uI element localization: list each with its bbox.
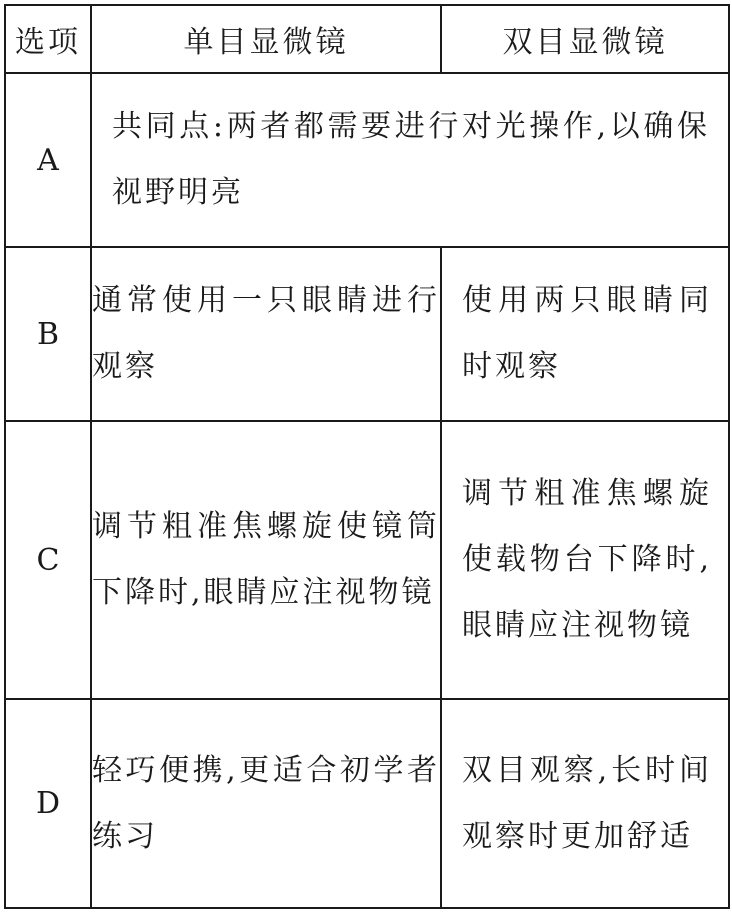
shared-cell-a: 共同点:两者都需要进行对光操作,以确保视野明亮: [91, 73, 729, 247]
header-row: [5, 5, 729, 73]
header-binocular: 双目显微镜: [441, 5, 729, 73]
comparison-table: [4, 4, 730, 909]
monocular-cell-b: 通常使用一只眼睛进行观察: [91, 247, 441, 421]
header-monocular: 单目显微镜: [91, 5, 441, 73]
binocular-cell-d: 双目观察,长时间观察时更加舒适: [441, 699, 729, 908]
binocular-cell-c: 调节粗准焦螺旋使载物台下降时,眼睛应注视物镜: [441, 421, 729, 699]
option-label-a: A: [5, 73, 91, 247]
option-label-d: D: [5, 699, 91, 908]
table-row-c: [5, 421, 729, 699]
table-row-a: [5, 73, 729, 247]
header-option: 选项: [5, 5, 91, 73]
option-label-b: B: [5, 247, 91, 421]
monocular-cell-c: 调节粗准焦螺旋使镜筒下降时,眼睛应注视物镜: [91, 421, 441, 699]
table-row-d: [5, 699, 729, 908]
table-row-b: [5, 247, 729, 421]
monocular-cell-d: 轻巧便携,更适合初学者练习: [91, 699, 441, 908]
option-label-c: C: [5, 421, 91, 699]
binocular-cell-b: 使用两只眼睛同时观察: [441, 247, 729, 421]
